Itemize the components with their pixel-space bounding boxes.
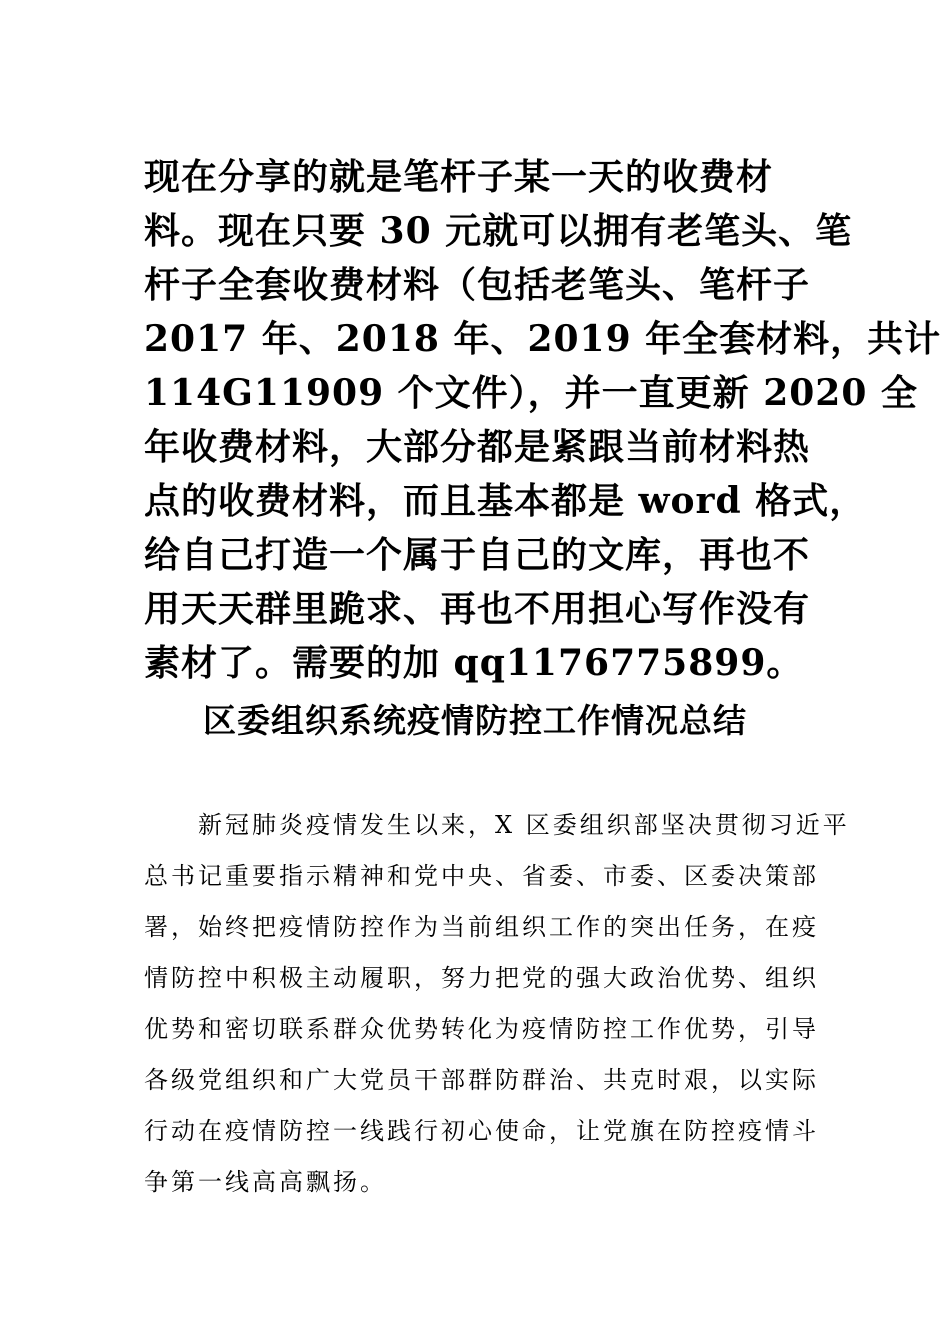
body-line: 新冠肺炎疫情发生以来，X 区委组织部坚决贯彻习近平: [144, 811, 850, 839]
promo-line: 杆子全套收费材料（包括老笔头、笔杆子: [144, 264, 811, 306]
document-title: 区委组织系统疫情防控工作情况总结: [203, 701, 747, 740]
body-paragraph: [144, 800, 850, 1208]
body-line: 各级党组织和广大党员干部群防群治、共克时艰，以实际: [144, 1066, 819, 1094]
body-line: 争第一线高高飘扬。: [144, 1168, 387, 1196]
promo-line: 用天天群里跪求、再也不用担心写作没有: [144, 588, 811, 630]
body-line: 署，始终把疫情防控作为当前组织工作的突出任务，在疫: [144, 913, 819, 941]
promo-line: 点的收费材料，而且基本都是 word 格式，: [144, 480, 867, 522]
promo-line: 年收费材料，大部分都是紧跟当前材料热: [144, 426, 811, 468]
body-line: 优势和密切联系群众优势转化为疫情防控工作优势，引导: [144, 1015, 819, 1043]
promo-line: 现在分享的就是笔杆子某一天的收费材: [144, 156, 774, 198]
promo-line: 2017 年、2018 年、2019 年全套材料，共计: [144, 318, 942, 360]
promo-paragraph: [144, 150, 942, 690]
promo-line: 料。现在只要 30 元就可以拥有老笔头、笔: [144, 210, 853, 252]
body-line: 情防控中积极主动履职，努力把党的强大政治优势、组织: [144, 964, 819, 992]
promo-line: 给自己打造一个属于自己的文库，再也不: [144, 534, 811, 576]
promo-line: 素材了。需要的加 qq1176775899。: [144, 642, 804, 684]
promo-line: 114G11909 个文件），并一直更新 2020 全: [144, 372, 918, 414]
body-line: 行动在疫情防控一线践行初心使命，让党旗在防控疫情斗: [144, 1117, 819, 1145]
body-line: 总书记重要指示精神和党中央、省委、市委、区委决策部: [144, 862, 819, 890]
